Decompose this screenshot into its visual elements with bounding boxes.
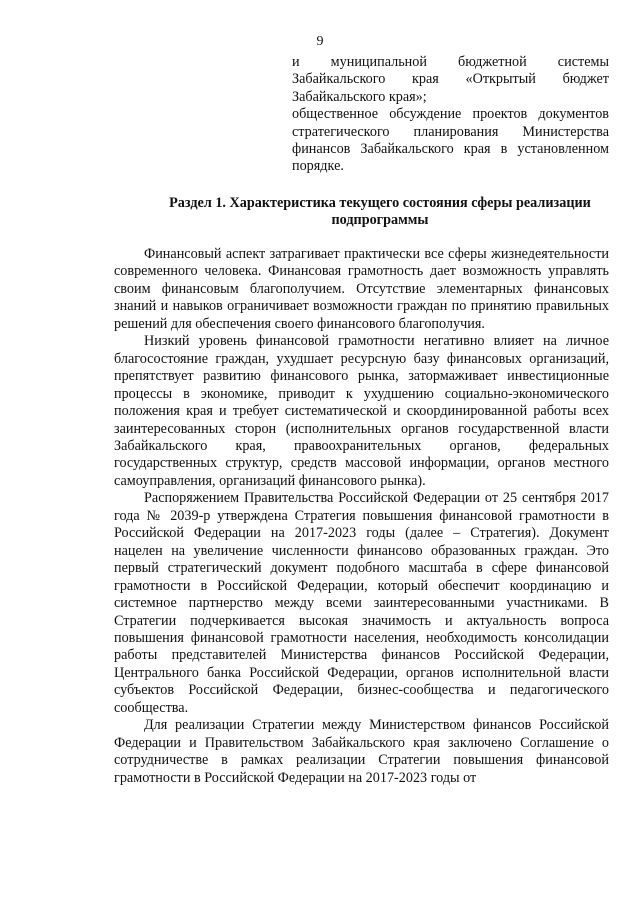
list-continuation — [292, 54, 609, 176]
paragraph: Для реализации Стратегии между Министерством финансов Российской Федерации и Правительством Забайкальского края заключено Соглашение о сотрудничестве в рамках реализации Стратегии повышения финансовой грамотности в Российской Федерации на 2017-2023 годы от — [114, 717, 609, 786]
page-number: 9 — [316, 34, 324, 49]
paragraph: Распоряжением Правительства Российской Федерации от 25 сентября 2017 года № 2039-р утверждена Стратегия повышения финансовой грамотности в Российской Федерации на 2017-2023 годы (далее – Стратегия). Документ нацелен на увеличение численности финансово образованных граждан. Это первый стратегический документ подобного масштаба в сфере финансовой грамотности в Российской Федерации, который обеспечит координацию и системное партнерство между всеми заинтересованными участниками. В Стратегии подчеркивается высокая значимость и актуальность вопроса повышения финансовой грамотности населения, необходимость консолидации работы представителей Министерства финансов Российской Федерации, Центрального банка Российской Федерации, органов исполнительной власти субъектов Российской Федерации, бизнес-сообщества и педагогического сообщества. — [114, 490, 609, 716]
paragraph: Финансовый аспект затрагивает практически все сферы жизнедеятельности современного человека. Финансовая грамотность дает возможность управлять своим финансовым благополучием. Отсутствие элементарных финансовых знаний и навыков ограничивает возможности граждан по принятию правильных решений для обеспечения своего финансового благополучия. — [114, 246, 609, 332]
list-item: общественное обсуждение проектов документов стратегического планирования Министерства финансов Забайкальского края в установленном порядке. — [292, 106, 609, 175]
list-item: и муниципальной бюджетной системы Забайкальского края «Открытый бюджет Забайкальского края»; — [292, 54, 609, 105]
section-title: Раздел 1. Характеристика текущего состояния сферы реализации подпрограммы — [169, 195, 591, 229]
paragraph: Низкий уровень финансовой грамотности негативно влияет на личное благосостояние граждан, ухудшает ресурсную базу финансовых организаций, препятствует развитию финансового рынка, затормаживает инвестиционные процессы в экономике, приводит к ухудшению социально-экономического положения края и требует систематической и скоординированной работы всех заинтересованных сторон (исполнительных органов государственной власти Забайкальского края, правоохранительных органов, федеральных государственных структур, средств массовой информации, органов местного самоуправления, организаций финансового рынка). — [114, 333, 609, 489]
body-text — [114, 246, 609, 787]
